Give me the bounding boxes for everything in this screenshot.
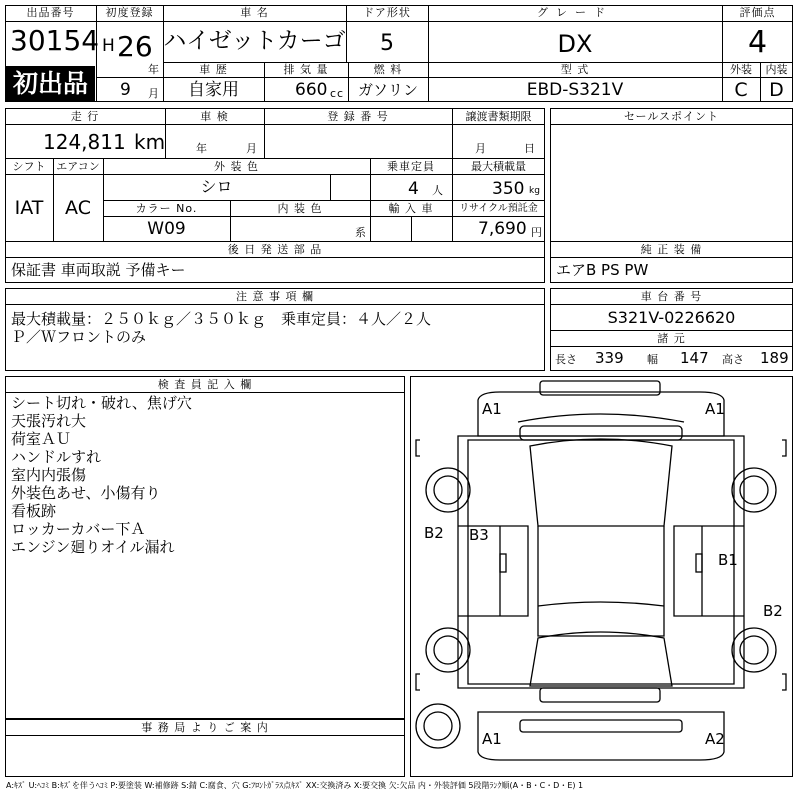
damage-mark: B2	[424, 524, 444, 542]
inspection-month-unit: 月	[246, 142, 258, 155]
legend-text: A:ｷｽﾞ U:ﾍｺﾐ B:ｷｽﾞを伴うﾍｺﾐ P:要塗装 W:補修跡 S:錆 C:腐食、穴 G:ﾌﾛﾝﾄｶﾞﾗｽ点ｷｽﾞ XX:交換済み X:要交換 欠:欠品 内・外装評価 5段階ﾗﾝｸ順(A・B・C・D・E) 1	[6, 781, 584, 790]
interior-label: 内装	[765, 63, 788, 76]
width-label: 幅	[647, 353, 659, 366]
grade-value: DX	[557, 30, 593, 58]
grade-label: グレード	[537, 6, 613, 19]
reg-year-unit: 年	[148, 63, 160, 76]
score-label: 評価点	[739, 6, 776, 19]
mileage-label: 走 行	[70, 110, 100, 123]
inspector-line: 天張汚れ大	[11, 412, 87, 430]
transfer-label: 譲渡書類期限	[465, 110, 532, 123]
width-value: 147	[680, 349, 709, 367]
model-value: EBD-S321V	[526, 80, 624, 100]
score-value: 4	[747, 25, 768, 60]
later-parts-value: 保証書 車両取説 予備キー	[11, 261, 186, 279]
length-label: 長さ	[555, 353, 577, 366]
fuel-value: ガソリン	[357, 81, 418, 99]
first-listing-badge: 初出品	[6, 66, 95, 101]
sales-points-label: セールスポイント	[623, 110, 719, 123]
history-label: 車 歴	[199, 63, 228, 76]
damage-mark: B1	[718, 551, 738, 569]
ext-color-label: 外 装 色	[214, 160, 259, 173]
car-diagram	[410, 376, 793, 777]
genuine-value: エアB PS PW	[556, 261, 649, 279]
recycle-unit: 円	[531, 226, 542, 239]
ac-value: AC	[65, 197, 91, 219]
first-reg-label: 初度登録	[105, 6, 154, 19]
inspector-line: ハンドルすれ	[11, 448, 102, 466]
mileage-value: 124,811	[43, 130, 126, 154]
damage-mark: A1	[482, 730, 502, 748]
reg-year: 26	[117, 30, 153, 63]
import-label: 輸 入 車	[388, 202, 434, 215]
genuine-label: 純 正 装 備	[640, 243, 703, 256]
reg-number-label: 登 録 番 号	[327, 110, 389, 123]
length-value: 339	[595, 349, 624, 367]
history-value: 自家用	[188, 80, 239, 100]
car-name-label: 車 名	[240, 6, 269, 19]
load-label: 最大積載量	[471, 160, 526, 173]
notes-label: 注 意 事 項 欄	[236, 290, 314, 303]
int-color-unit: 系	[355, 226, 367, 239]
reg-month: 9	[120, 80, 131, 100]
inspection-year-unit: 年	[196, 142, 208, 155]
car-name: ハイゼットカーゴ	[163, 28, 346, 54]
damage-mark: B3	[469, 526, 489, 544]
displacement-value: 660	[295, 80, 328, 100]
load-unit: kg	[529, 186, 540, 196]
int-color-label: 内 装 色	[277, 202, 323, 215]
interior-grade: D	[769, 79, 784, 101]
door-label: ドア形状	[363, 6, 411, 19]
notes-line-1: 最大積載量：２５０ｋｇ／３５０ｋｇ 乗車定員：４人／２人	[11, 310, 432, 328]
damage-mark: B2	[763, 602, 783, 620]
lot-number: 30154	[10, 24, 100, 57]
inspector-line: エンジン廻りオイル漏れ	[11, 538, 175, 556]
chassis-value: S321V-0226620	[607, 308, 736, 327]
office-label: 事 務 局 よ り ご 案 内	[141, 721, 269, 734]
inspector-line: ロッカーカバー下Ａ	[11, 520, 146, 538]
inspector-label: 検 査 員 記 入 欄	[157, 378, 253, 391]
doors-value: 5	[380, 31, 394, 56]
chassis-label: 車 台 番 号	[640, 290, 703, 303]
inspector-line: 外装色あせ、小傷有り	[11, 484, 161, 502]
notes-line-2: Ｐ／Ｗフロントのみ	[11, 328, 147, 346]
mileage-unit: km	[134, 130, 166, 154]
later-parts-label: 後 日 発 送 部 品	[227, 243, 323, 256]
capacity-label: 乗車定員	[387, 160, 435, 173]
transfer-month-unit: 月	[475, 142, 487, 155]
fuel-label: 燃 料	[373, 63, 403, 76]
load-value: 350	[492, 179, 525, 199]
capacity-unit: 人	[432, 184, 444, 197]
damage-mark: A1	[705, 400, 725, 418]
inspector-line: 室内内張傷	[11, 466, 87, 484]
damage-mark: A1	[482, 400, 502, 418]
recycle-label: リサイクル預託金	[459, 203, 538, 214]
ext-color-value: シロ	[200, 177, 233, 196]
recycle-value: 7,690	[478, 219, 527, 239]
lot-number-label: 出品番号	[26, 6, 75, 19]
height-value: 189	[760, 349, 789, 367]
transfer-day-unit: 日	[524, 142, 536, 155]
color-no-label: カラー No.	[135, 202, 198, 215]
inspector-line: シート切れ・破れ、焦げ穴	[11, 394, 192, 412]
model-label: 型 式	[560, 63, 590, 76]
color-no-value: W09	[147, 219, 186, 239]
shift-label: シフト	[12, 160, 46, 173]
damage-mark: A2	[705, 730, 725, 748]
shift-value: IAT	[14, 197, 44, 219]
exterior-label: 外装	[730, 63, 752, 76]
reg-month-unit: 月	[148, 87, 160, 100]
inspection-label: 車 検	[200, 110, 229, 123]
height-label: 高さ	[722, 353, 744, 366]
exterior-grade: C	[734, 79, 748, 101]
displacement-unit: cc	[330, 87, 345, 100]
dims-label: 諸 元	[657, 332, 686, 345]
inspector-line: 看板跡	[11, 502, 57, 520]
displacement-label: 排 気 量	[283, 63, 329, 76]
era-letter: H	[102, 36, 115, 56]
capacity-value: 4	[408, 179, 419, 199]
inspector-line: 荷室ＡＵ	[11, 430, 72, 448]
ac-label: エアコン	[56, 160, 100, 173]
